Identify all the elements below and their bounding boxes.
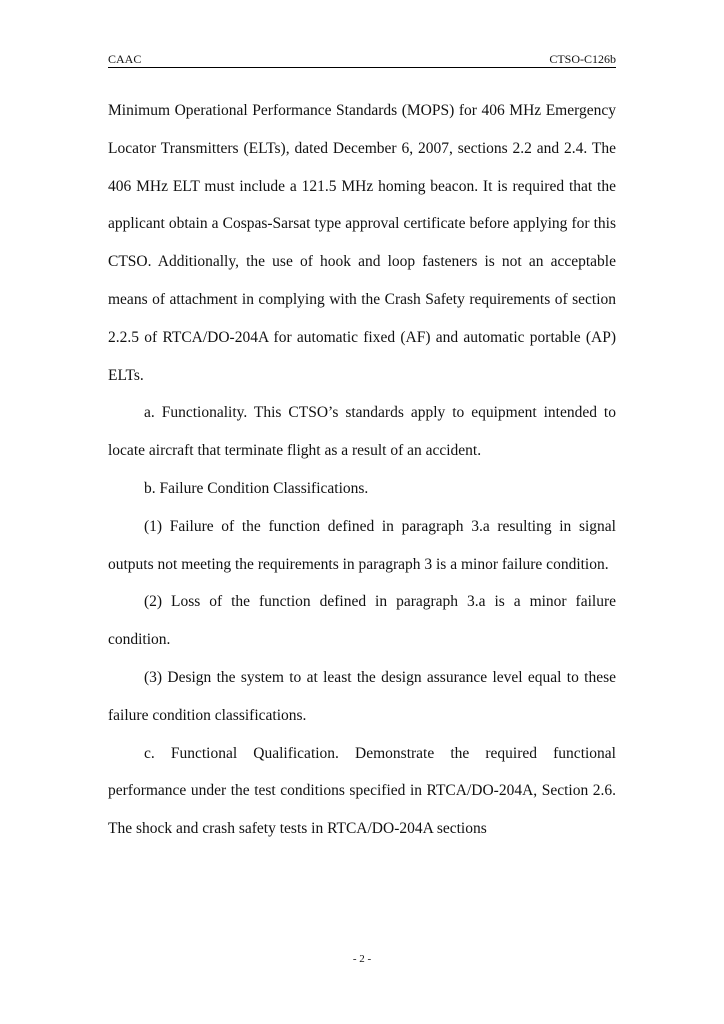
paragraph-failure-2: (2) Loss of the function defined in paragraph 3.a is a minor failure condition. (108, 593, 616, 649)
paragraph-failure-1: (1) Failure of the function defined in paragraph 3.a resulting in signal outputs not meeting the requirements in paragraph 3 is a minor failure condition. (108, 517, 616, 573)
paragraph-failure-3: (3) Design the system to at least the design assurance level equal to these failure condition classifications. (108, 668, 616, 724)
document-body (108, 92, 616, 848)
paragraph-functionality: a. Functionality. This CTSO’s standards apply to equipment intended to locate aircraft that terminate flight as a result of an accident. (108, 404, 616, 460)
paragraph-failure-classifications: b. Failure Condition Classifications. (144, 479, 369, 497)
header-org: CAAC (108, 52, 142, 66)
paragraph-functional-qualification: c. Functional Qualification. Demonstrate the required functional performance under the test conditions specified in RTCA/DO-204A, Section 2.6. The shock and crash safety tests in RTCA/DO-204A sections (108, 744, 616, 838)
page-number: - 2 - (352, 953, 372, 965)
paragraph-mops: Minimum Operational Performance Standards (MOPS) for 406 MHz Emergency Locator Transmitters (ELTs), dated December 6, 2007, sections 2.2 and 2.4. The 406 MHz ELT must include a 121.5 MHz homing beacon. It is required that the applicant obtain a Cospas-Sarsat type approval certificate before applying for this CTSO. Additionally, the use of hook and loop fasteners is not an acceptable means of attachment in complying with the Crash Safety requirements of section 2.2.5 of RTCA/DO-204A for automatic fixed (AF) and automatic portable (AP) ELTs. (108, 102, 616, 384)
page-header (108, 52, 616, 68)
header-doc-id: CTSO-C126b (549, 52, 616, 66)
